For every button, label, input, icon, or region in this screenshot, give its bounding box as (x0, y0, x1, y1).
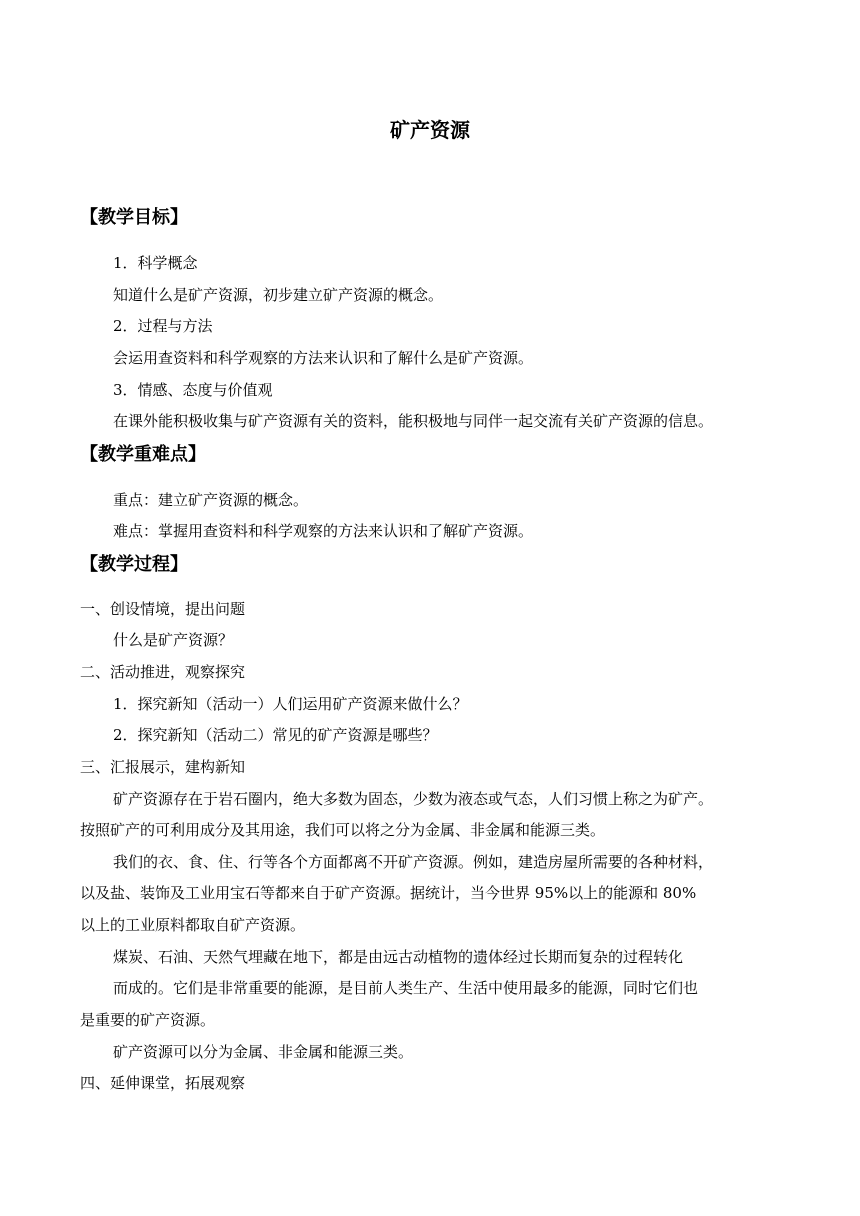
goal-1-text: 知道什么是矿产资源，初步建立矿产资源的概念。 (113, 286, 444, 304)
process-step-3: 三、汇报展示，建构新知 (80, 758, 246, 776)
paragraph-1-line-1: 矿产资源存在于岩石圈内，绝大多数为固态，少数为液态或气态，人们习惯上称之为矿产。 (113, 790, 714, 808)
paragraph-2-line-2: 以及盐、装饰及工业用宝石等都来自于矿产资源。据统计，当今世界 95%以上的能源和 80% (80, 884, 697, 902)
goal-2-text: 会运用查资料和科学观察的方法来认识和了解什么是矿产资源。 (113, 349, 534, 367)
paragraph-2-line-3: 以上的工业原料都取自矿产资源。 (80, 916, 306, 934)
process-step-1: 一、创设情境，提出问题 (80, 600, 246, 618)
goal-3-heading: 3．情感、态度与价值观 (113, 381, 273, 399)
goal-1-heading: 1．科学概念 (113, 254, 198, 272)
process-step-4: 四、延伸课堂，拓展观察 (80, 1074, 246, 1092)
paragraph-3-line-2: 而成的。它们是非常重要的能源，是目前人类生产、生活中使用最多的能源，同时它们也 (113, 979, 699, 997)
activity-1: 1．探究新知（活动一）人们运用矿产资源来做什么？ (113, 695, 468, 713)
process-step-2: 二、活动推进，观察探究 (80, 663, 246, 681)
paragraph-1-line-2: 按照矿产的可利用成分及其用途，我们可以将之分为金属、非金属和能源三类。 (80, 821, 606, 839)
goal-2-heading: 2．过程与方法 (113, 317, 213, 335)
key-point: 重点：建立矿产资源的概念。 (113, 491, 309, 509)
paragraph-2-line-1: 我们的衣、食、住、行等各个方面都离不开矿产资源。例如，建造房屋所需要的各种材料， (113, 853, 714, 871)
activity-2: 2．探究新知（活动二）常见的矿产资源是哪些？ (113, 726, 438, 744)
paragraph-3-line-3: 是重要的矿产资源。 (80, 1011, 216, 1029)
paragraph-3-line-1: 煤炭、石油、天然气埋藏在地下，都是由远古动植物的遗体经过长期而复杂的过程转化 (113, 948, 684, 966)
difficult-point: 难点：掌握用查资料和科学观察的方法来认识和了解矿产资源。 (113, 522, 534, 540)
page-title: 矿产资源 (390, 118, 470, 142)
process-step-1-question: 什么是矿产资源？ (113, 631, 234, 649)
goal-3-text: 在课外能积极收集与矿产资源有关的资料，能积极地与同伴一起交流有关矿产资源的信息。 (113, 412, 714, 430)
paragraph-4: 矿产资源可以分为金属、非金属和能源三类。 (113, 1043, 414, 1061)
section-heading-keypoints: 【教学重难点】 (80, 444, 206, 465)
section-heading-process: 【教学过程】 (80, 554, 188, 575)
section-heading-goals: 【教学目标】 (80, 207, 188, 228)
